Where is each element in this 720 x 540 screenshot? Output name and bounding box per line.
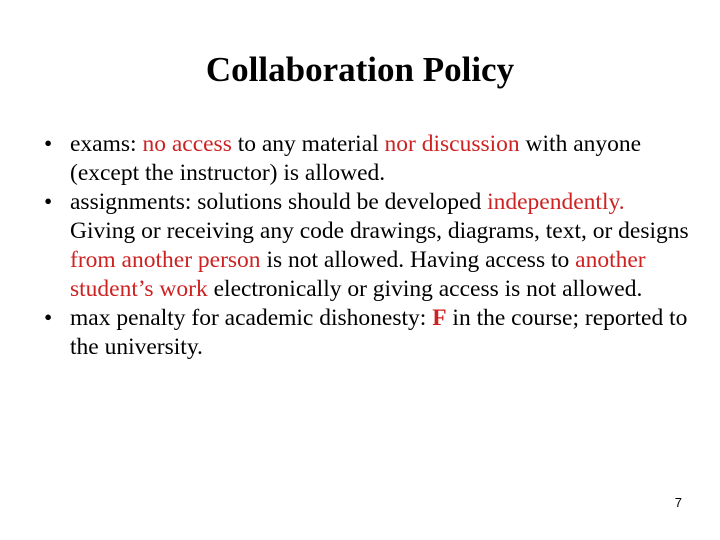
highlighted-text: independently. (487, 189, 625, 215)
bullet-item-exams (0, 130, 690, 188)
highlighted-text: from another person (70, 247, 261, 273)
highlighted-text: no access (142, 131, 232, 157)
bullet-marker: • (44, 189, 53, 215)
bullet-marker: • (44, 305, 53, 331)
bullet-text-segment: is not allowed. Having access to (260, 247, 576, 273)
page-number: 7 (674, 495, 682, 510)
highlighted-text: another student’s work (70, 247, 646, 302)
bullet-item-penalty (0, 304, 690, 362)
bullet-text-segment: exams: (70, 131, 143, 157)
bullet-text-segment: max penalty for academic dishonesty: (70, 305, 433, 331)
bullet-item-assignments (0, 188, 690, 304)
highlighted-text: nor discussion (384, 131, 520, 157)
bullet-text-segment: with anyone (except the instructor) is allowed. (70, 131, 642, 186)
bullet-text-segment: in the course; reported to the university. (70, 305, 688, 360)
bullet-text-segment: to any material (231, 131, 385, 157)
highlighted-grade: F (432, 305, 447, 331)
bullet-list (0, 130, 690, 362)
bullet-text-segment: electronically or giving access is not allowed. (207, 276, 643, 302)
bullet-text-segment: Giving or receiving any code drawings, diagrams, text, or designs (70, 218, 689, 244)
slide-title: Collaboration Policy (205, 50, 515, 89)
bullet-marker: • (44, 131, 53, 157)
bullet-text-segment: assignments: solutions should be developed (70, 189, 488, 215)
